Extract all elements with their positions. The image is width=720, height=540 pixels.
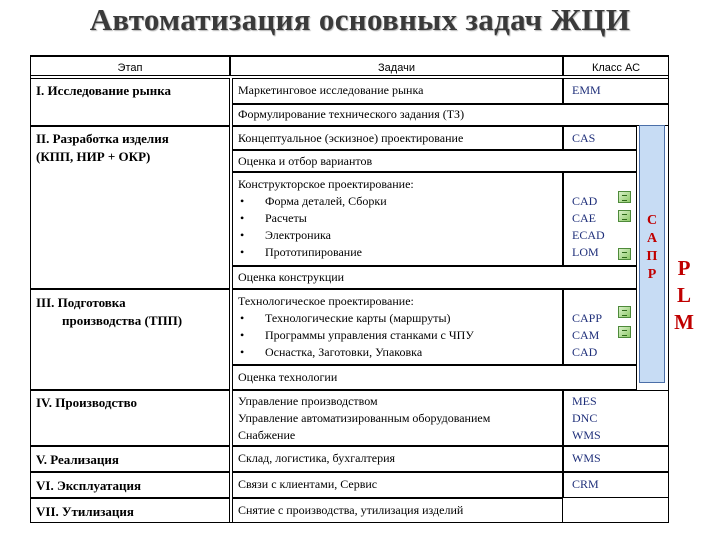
cals-letter: С: [646, 213, 658, 228]
list-item: Расчеты: [265, 211, 307, 225]
system-mes: MES: [572, 394, 597, 408]
list-item: •: [240, 345, 245, 359]
system-emm: EMM: [572, 83, 601, 97]
system-cae: CAE: [572, 211, 596, 225]
system-cad: CAD: [572, 194, 598, 208]
page-title: Автоматизация основных задач ЖЦИ: [89, 2, 631, 37]
stage-preparation-line1: III. Подготовка: [36, 295, 126, 310]
stage-research: I. Исследование рынка: [36, 83, 172, 98]
system-crm: CRM: [572, 477, 599, 491]
task-supply: Снабжение: [238, 428, 296, 442]
task-market-research: Маркетинговое исследование рынка: [238, 83, 424, 97]
cals-letter: А: [646, 231, 658, 246]
list-item: Оснастка, Заготовки, Упаковка: [265, 345, 423, 359]
task-logistics: Склад, логистика, бухгалтерия: [238, 451, 396, 465]
document-icon[interactable]: [618, 248, 631, 260]
list-item: •: [240, 194, 245, 208]
task-service: Связи с клиентами, Сервис: [238, 477, 378, 491]
task-engineering-design: Конструкторское проектирование:: [238, 177, 414, 191]
list-item: Электроника: [265, 228, 331, 242]
plm-letter: L: [676, 283, 691, 307]
list-item: Прототипирование: [265, 245, 362, 259]
system-cas: CAS: [572, 131, 596, 145]
task-disposal: Снятие с производства, утилизация изделий: [238, 503, 464, 517]
list-item: •: [240, 211, 245, 225]
stage-development-line2: (КПП, НИР + ОКР): [36, 149, 151, 164]
stage-operation: VI. Эксплуатация: [36, 478, 142, 493]
document-icon[interactable]: [618, 210, 631, 222]
system-lom: LOM: [572, 245, 599, 259]
task-equipment-mgmt: Управление автоматизированным оборудованием: [238, 411, 491, 425]
header-stage: Этап: [117, 62, 143, 74]
cals-letter: П: [646, 249, 658, 264]
list-item: •: [240, 245, 245, 259]
list-item: Технологические карты (маршруты): [265, 311, 451, 325]
cals-label: [639, 125, 665, 383]
system-wms: WMS: [572, 428, 601, 442]
stage-development-line1: II. Разработка изделия: [36, 131, 169, 146]
cals-letter: Р: [647, 267, 657, 282]
stage-production: IV. Производство: [36, 395, 138, 410]
list-item: •: [240, 311, 245, 325]
header-tasks: Задачи: [378, 62, 415, 74]
plm-label: [669, 255, 699, 336]
list-item: Форма деталей, Сборки: [265, 194, 387, 208]
list-item: •: [240, 328, 245, 342]
document-icon[interactable]: [618, 326, 631, 338]
task-concept-design: Концептуальное (эскизное) проектирование: [238, 131, 464, 145]
plm-letter: M: [674, 310, 694, 334]
task-variant-selection: Оценка и отбор вариантов: [238, 154, 373, 168]
plm-letter: P: [677, 256, 691, 280]
document-icon[interactable]: [618, 191, 631, 203]
system-wms-sales: WMS: [572, 451, 601, 465]
task-tech-evaluation: Оценка технологии: [238, 370, 338, 384]
header-class: Класс АС: [591, 62, 641, 74]
system-dnc: DNC: [572, 411, 598, 425]
system-cam: CAM: [572, 328, 600, 342]
task-design-evaluation: Оценка конструкции: [238, 270, 345, 284]
list-item: Программы управления станками с ЧПУ: [265, 328, 474, 342]
stage-disposal: VII. Утилизация: [36, 504, 134, 519]
stage-preparation-line2: производства (ТПП): [62, 313, 183, 328]
system-capp: CAPP: [572, 311, 603, 325]
task-tech-design: Технологическое проектирование:: [238, 294, 414, 308]
document-icon[interactable]: [618, 306, 631, 318]
system-cad-tpp: CAD: [572, 345, 598, 359]
task-production-mgmt: Управление производством: [238, 394, 378, 408]
task-tz: Формулирование технического задания (ТЗ): [238, 107, 465, 121]
stage-sales: V. Реализация: [36, 452, 119, 467]
system-ecad: ECAD: [572, 228, 605, 242]
list-item: •: [240, 228, 245, 242]
